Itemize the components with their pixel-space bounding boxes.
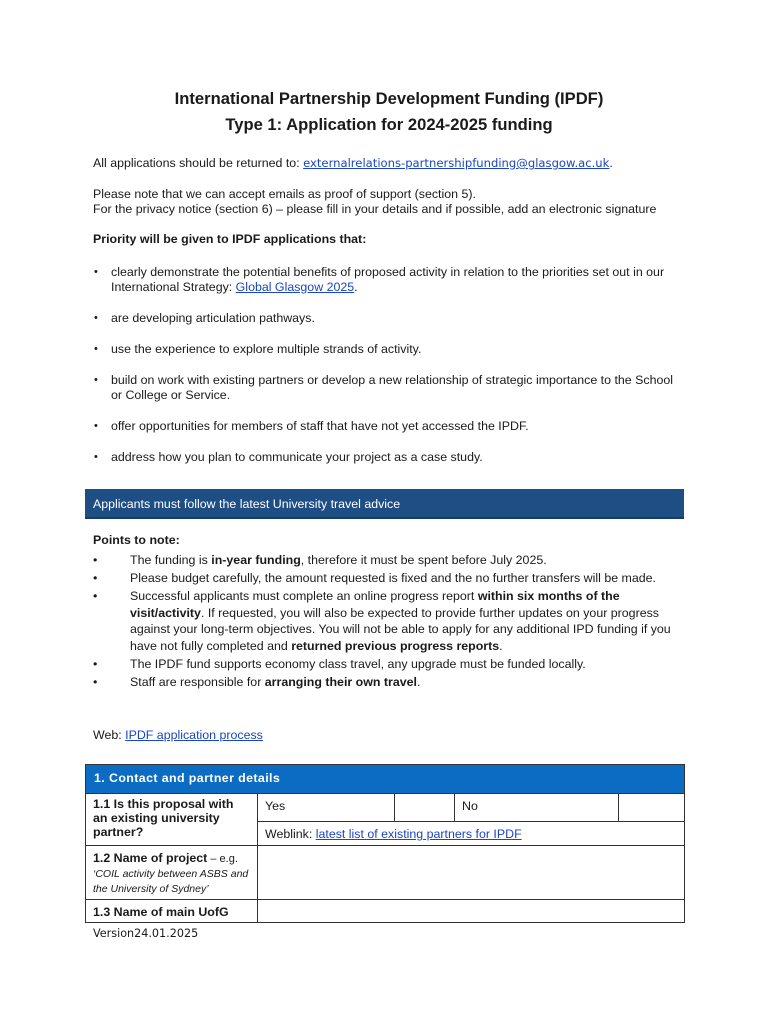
- email-instruction: All applications should be returned to: externalrelations-partnershipfunding@glasgow.ac.uk.: [93, 156, 613, 170]
- ipdf-application-process-link[interactable]: IPDF application process: [125, 728, 263, 742]
- contact-partner-table: [85, 764, 685, 923]
- global-glasgow-link[interactable]: Global Glasgow 2025: [235, 280, 355, 294]
- points-list: [93, 552, 685, 690]
- priority-heading: Priority will be given to IPDF applications that:: [93, 232, 367, 246]
- travel-advice-banner: Applicants must follow the latest University travel advice: [85, 489, 684, 519]
- main-uofg-label: 1.3 Name of main UofG: [86, 900, 258, 923]
- yes-label: Yes: [258, 794, 395, 822]
- existing-partners-link[interactable]: latest list of existing partners for IPDF: [315, 827, 522, 841]
- priority-item-4: • build on work with existing partners or develop a new relationship of strategic importance to the School or College or Service.: [93, 373, 685, 403]
- document-title: International Partnership Development Funding (IPDF): [174, 89, 604, 108]
- point-item-3: • Successful applicants must complete an online progress report within six months of the visit/activity. If requested, you will also be expected to provide further updates on your progress against your long-term objectives. You will not be able to apply for any additional IPD funding if you have not fully completed and returned previous progress reports.: [93, 588, 685, 654]
- points-heading: Points to note:: [93, 533, 180, 547]
- project-name-label: 1.2 Name of project – e.g. ‘COIL activity between ASBS and the University of Sydney’: [86, 846, 258, 900]
- existing-partner-question: 1.1 Is this proposal with an existing university partner?: [86, 794, 258, 846]
- main-uofg-input[interactable]: [258, 900, 685, 923]
- point-item-1: • The funding is in-year funding, therefore it must be spent before July 2025.: [93, 552, 685, 569]
- document-page: [93, 0, 685, 919]
- project-name-example: ‘COIL activity between ASBS and the University of Sydney’: [93, 868, 249, 895]
- document-subtitle: Type 1: Application for 2024-2025 funding: [225, 115, 553, 134]
- yes-checkbox[interactable]: [395, 794, 455, 822]
- web-link-line: Web: IPDF application process: [93, 728, 263, 742]
- priority-item-3: • use the experience to explore multiple strands of activity.: [93, 342, 685, 357]
- no-label: No: [455, 794, 619, 822]
- point-item-4: • The IPDF fund supports economy class travel, any upgrade must be funded locally.: [93, 656, 685, 673]
- email-link[interactable]: externalrelations-partnershipfunding@glasgow.ac.uk: [303, 156, 610, 170]
- section-1-header: 1. Contact and partner details: [86, 765, 685, 794]
- version-footer: Version24.01.2025: [93, 927, 199, 940]
- weblink-cell: Weblink: latest list of existing partners for IPDF: [258, 822, 685, 846]
- priority-item-2: • are developing articulation pathways.: [93, 311, 685, 326]
- priority-item-1: • clearly demonstrate the potential benefits of proposed activity in relation to the priorities set out in our International Strategy: Global Glasgow 2025.: [93, 265, 685, 295]
- priority-list: [93, 265, 685, 465]
- project-name-input[interactable]: [258, 846, 685, 900]
- point-item-5: • Staff are responsible for arranging their own travel.: [93, 674, 685, 691]
- support-note: Please note that we can accept emails as proof of support (section 5). For the privacy notice (section 6) – please fill in your details and if possible, add an electronic signature: [93, 187, 657, 216]
- priority-item-5: • offer opportunities for members of staff that have not yet accessed the IPDF.: [93, 419, 685, 434]
- no-checkbox[interactable]: [619, 794, 685, 822]
- priority-item-6: • address how you plan to communicate your project as a case study.: [93, 450, 685, 465]
- point-item-2: • Please budget carefully, the amount requested is fixed and the no further transfers will be made.: [93, 570, 685, 587]
- points-to-note: [93, 533, 685, 692]
